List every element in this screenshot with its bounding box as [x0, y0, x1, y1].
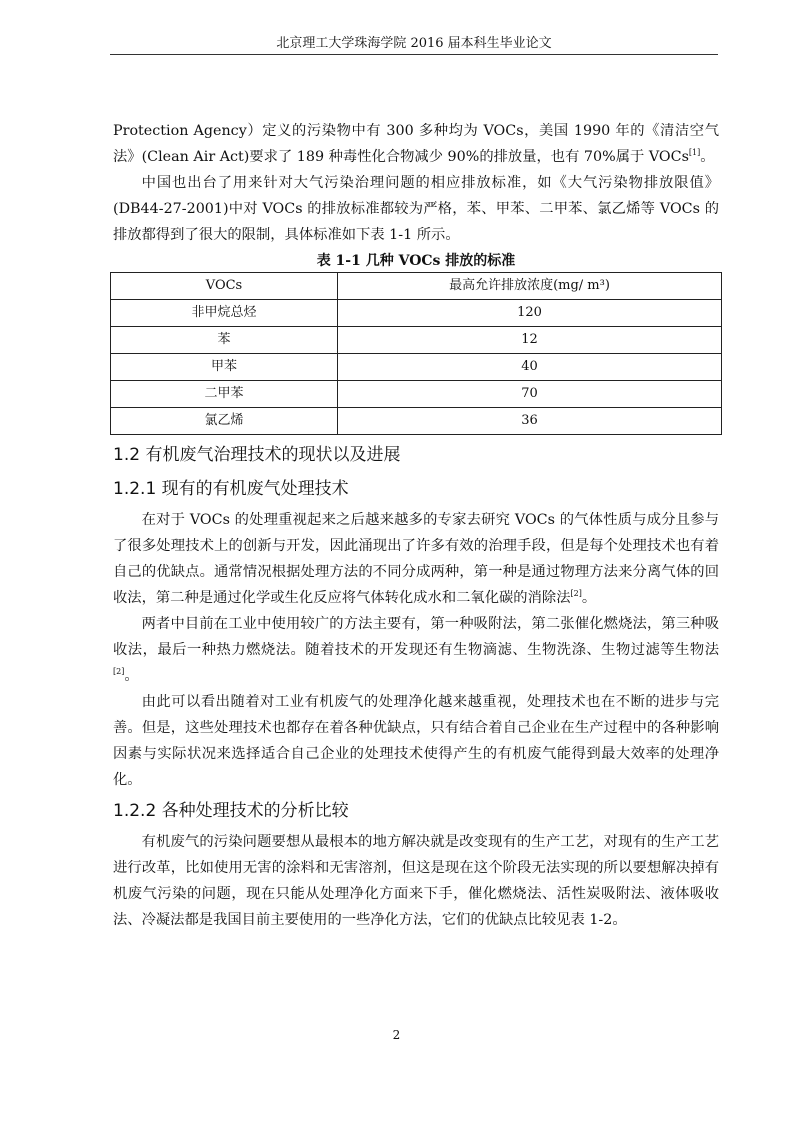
header-cell: 最高允许排放浓度(mg/ m³)	[338, 273, 722, 300]
page-body	[113, 118, 719, 933]
table-row	[111, 408, 722, 435]
table-row	[111, 381, 722, 408]
voc-standards-table	[110, 272, 722, 435]
citation: [2]	[570, 589, 582, 598]
table-cell: 120	[338, 300, 722, 327]
paragraph-2: 中国也出台了用来针对大气污染治理问题的相应排放标准，如《大气污染物排放限值》(DB44-27-2001)中对 VOCs 的排放标准都较为严格，苯、甲苯、二甲苯、氯乙烯等 VOCs 的排放都得到了很大的限制，具体标准如下表 1-1 所示。	[113, 175, 719, 243]
table-cell: 甲苯	[111, 354, 338, 381]
table-cell: 二甲苯	[111, 381, 338, 408]
table-header-row	[111, 273, 722, 300]
table-cell: 12	[338, 327, 722, 354]
table-cell: 苯	[111, 327, 338, 354]
table-cell: 70	[338, 381, 722, 408]
paragraph-4-text: 两者中目前在工业中使用较广的方法主要有，第一种吸附法，第二张催化燃烧法，第三种吸收法，最后一种热力燃烧法。随着技术的开发现还有生物滴滤、生物洗涤、生物过滤等生物法	[113, 616, 719, 658]
page-number: 2	[392, 1028, 401, 1042]
table-cell: 氯乙烯	[111, 408, 338, 435]
paragraph-5: 由此可以看出随着对工业有机废气的处理净化越来越重视，处理技术也在不断的进步与完善。但是，这些处理技术也都存在着各种优缺点，只有结合着自己企业在生产过程中的各种影响因素与实际状况来选择适合自己企业的处理技术使得产生的有机废气能得到最大效率的处理净化。	[113, 694, 719, 788]
paragraph-3-end: 。	[581, 590, 597, 606]
paragraph-4	[113, 611, 719, 689]
section-heading-1-2: 1.2 有机废气治理技术的现状以及进展	[113, 445, 401, 465]
running-header: 北京理工大学珠海学院 2016 届本科生毕业论文	[110, 34, 718, 55]
table-caption: 表 1-1 几种 VOCs 排放的标准	[316, 253, 516, 269]
table-row	[111, 327, 722, 354]
table-cell: 非甲烷总烃	[111, 300, 338, 327]
section-heading-1-2-2: 1.2.2 各种处理技术的分析比较	[113, 801, 349, 821]
table-row	[111, 354, 722, 381]
citation: [2]	[113, 667, 125, 676]
table-cell: 36	[338, 408, 722, 435]
paragraph-1	[113, 118, 719, 170]
header-cell: VOCs	[111, 273, 338, 300]
paragraph-1-text: Protection Agency）定义的污染物中有 300 多种均为 VOCs，美国 1990 年的《清洁空气法》(Clean Air Act)要求了 189 种毒性化合物减少 90%的排放量，也有 70%属于 VOCs	[113, 123, 719, 165]
paragraph-3	[113, 507, 719, 611]
citation: [1]	[688, 148, 701, 157]
table-cell: 40	[338, 354, 722, 381]
table-row	[111, 300, 722, 327]
paragraph-3-text: 在对于 VOCs 的处理重视起来之后越来越多的专家去研究 VOCs 的气体性质与成分且参与了很多处理技术上的创新与开发，因此涌现出了许多有效的治理手段，但是每个处理技术也有着自己的优缺点。通常情况根据处理方法的不同分成两种，第一种是通过物理方法来分离气体的回收法，第二种是通过化学或生化反应将气体转化成水和二氧化碳的消除法	[113, 512, 719, 606]
section-heading-1-2-1: 1.2.1 现有的有机废气处理技术	[113, 479, 349, 499]
paragraph-1-end: 。	[700, 149, 715, 165]
paragraph-6: 有机废气的污染问题要想从最根本的地方解决就是改变现有的生产工艺，对现有的生产工艺进行改革，比如使用无害的涂料和无害溶剂，但这是现在这个阶段无法实现的所以要想解决掉有机废气污染的问题，现在只能从处理净化方面来下手，催化燃烧法、活性炭吸附法、液体吸收法、冷凝法都是我国目前主要使用的一些净化方法，它们的优缺点比较见表 1-2。	[113, 834, 719, 928]
paragraph-4-end: 。	[124, 668, 139, 684]
